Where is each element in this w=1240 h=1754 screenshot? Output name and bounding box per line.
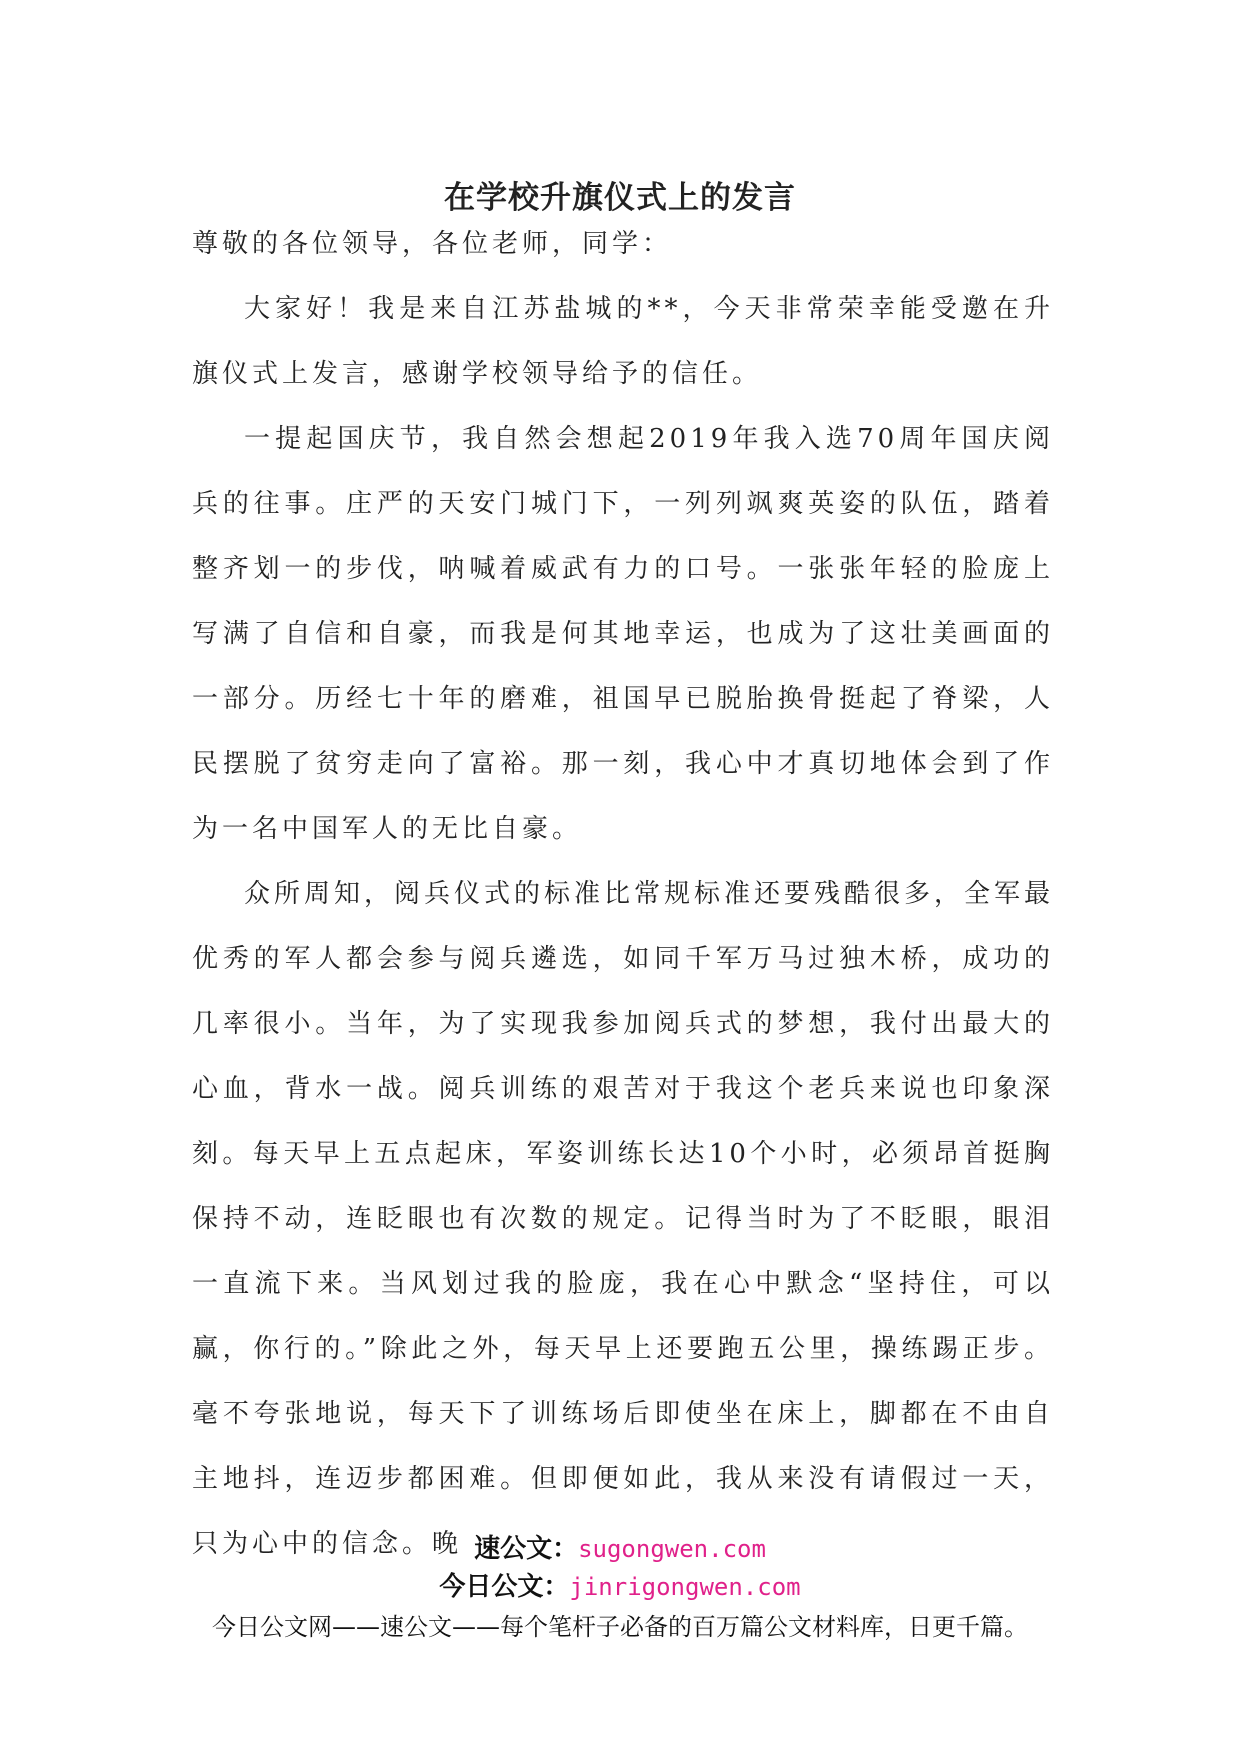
paragraph-2: 一提起国庆节，我自然会想起2019年我入选70周年国庆阅兵的往事。庄严的天安门城门下，一列列飒爽英姿的队伍，踏着整齐划一的步伐，呐喊着威武有力的口号。一张张年轻的脸庞上写满了自信和自豪，而我是何其地幸运，也成为了这壮美画面的一部分。历经七十年的磨难，祖国早已脱胎换骨挺起了脊梁，人民摆脱了贫穷走向了富裕。那一刻，我心中才真切地体会到了作为一名中国军人的无比自豪。 [192, 424, 1054, 844]
paragraph-1: 大家好！我是来自江苏盐城的**，今天非常荣幸能受邀在升旗仪式上发言，感谢学校领导给予的信任。 [192, 294, 1054, 389]
footer-link-jinrigongwen[interactable]: jinrigongwen.com [569, 1573, 801, 1601]
paragraph-3: 众所周知，阅兵仪式的标准比常规标准还要残酷很多，全军最优秀的军人都会参与阅兵遴选，如同千军万马过独木桥，成功的几率很小。当年，为了实现我参加阅兵式的梦想，我付出最大的心血，背水一战。阅兵训练的艰苦对于我这个老兵来说也印象深刻。每天早上五点起床，军姿训练长达10个小时，必须昂首挺胸保持不动，连眨眼也有次数的规定。记得当时为了不眨眼，眼泪一直流下来。当风划过我的脸庞，我在心中默念“坚持住，可以赢，你行的。”除此之外，每天早上还要跑五公里，操练踢正步。毫不夸张地说，每天下了训练场后即使坐在床上，脚都在不由自主地抖，连迈步都困难。但即便如此，我从来没有请假过一天，只为心中的信念。晚 [192, 879, 1055, 1559]
footer-slogan: 今日公文网——速公文——每个笔杆子必备的百万篇公文材料库，日更千篇。 [212, 1613, 1028, 1641]
document-body [192, 212, 1054, 1577]
footer-line-jinrigongwen [0, 1568, 1240, 1606]
document-title: 在学校升旗仪式上的发言 [444, 180, 796, 216]
footer-link-sugongwen[interactable]: sugongwen.com [578, 1535, 766, 1563]
footer-label-jinrigongwen: 今日公文： [439, 1572, 570, 1602]
watermark-footer [0, 1530, 1240, 1646]
salutation: 尊敬的各位领导，各位老师，同学： [192, 229, 673, 259]
footer-line-sugongwen [0, 1530, 1240, 1568]
footer-label-sugongwen: 速公文： [474, 1534, 579, 1564]
